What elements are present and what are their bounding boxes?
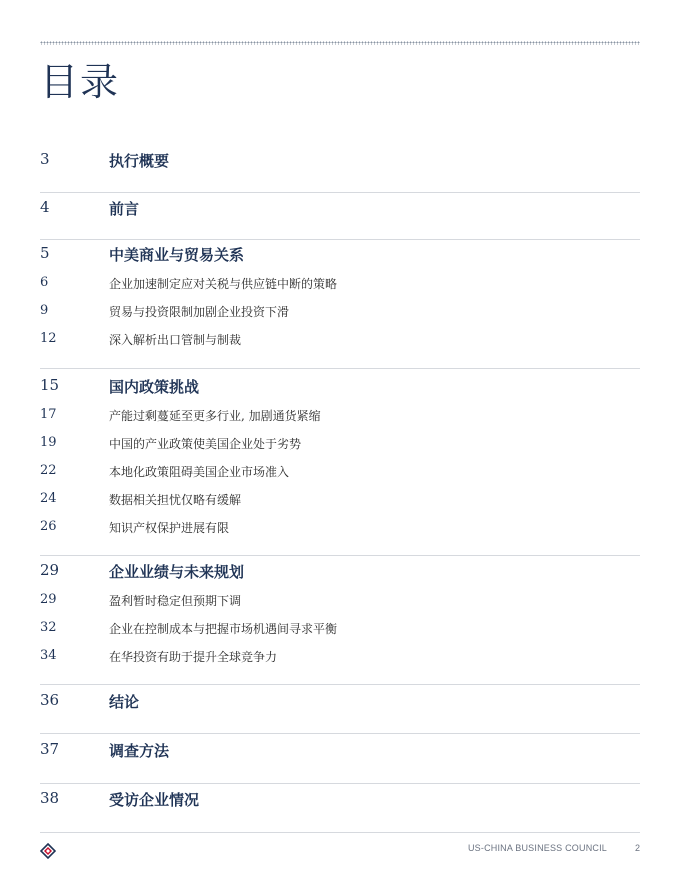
divider — [40, 555, 640, 556]
divider — [40, 733, 640, 734]
footer-page-number: 2 — [634, 843, 640, 853]
toc-page-number: 37 — [40, 740, 60, 758]
toc-page-number: 5 — [40, 244, 50, 262]
toc-page-number: 17 — [40, 407, 57, 422]
toc-subitem-label: 企业在控制成本与把握市场机遇间寻求平衡 — [109, 622, 338, 636]
divider — [40, 239, 640, 240]
toc-section-label: 前言 — [109, 200, 140, 218]
toc-page-number: 4 — [40, 198, 50, 216]
divider — [40, 684, 640, 685]
toc-subitem-label: 贸易与投资限制加剧企业投资下滑 — [109, 305, 290, 319]
toc-page-number: 24 — [40, 491, 57, 506]
toc-section-label: 中美商业与贸易关系 — [109, 246, 245, 264]
toc-subitem-label: 中国的产业政策使美国企业处于劣势 — [109, 437, 302, 451]
toc-section-label: 企业业绩与未来规划 — [109, 563, 245, 581]
page-title: 目录 — [40, 60, 121, 104]
toc-page-number: 19 — [40, 435, 57, 450]
toc-page-number: 9 — [40, 303, 49, 318]
dotted-top-rule — [40, 41, 640, 45]
toc-page-number: 12 — [40, 331, 57, 346]
toc-section-label: 受访企业情况 — [109, 791, 200, 809]
toc-page-number: 34 — [40, 648, 57, 663]
toc-page-number: 29 — [40, 592, 57, 607]
toc-subitem-label: 深入解析出口管制与制裁 — [109, 333, 242, 347]
divider — [40, 192, 640, 193]
toc-page-number: 15 — [40, 376, 60, 394]
toc-subitem-label: 本地化政策阻碍美国企业市场准入 — [109, 465, 290, 479]
toc-page-number: 38 — [40, 789, 60, 807]
toc-subitem-label: 数据相关担忧仅略有缓解 — [109, 493, 242, 507]
toc-section-label: 执行概要 — [109, 152, 170, 170]
toc-subitem-label: 盈利暂时稳定但预期下调 — [109, 594, 242, 608]
toc-page-number: 6 — [40, 275, 49, 290]
toc-subitem-label: 在华投资有助于提升全球竞争力 — [109, 650, 278, 664]
toc-page-number: 22 — [40, 463, 57, 478]
toc-page-number: 26 — [40, 519, 57, 534]
toc-page-number: 32 — [40, 620, 57, 635]
toc-section-label: 国内政策挑战 — [109, 378, 200, 396]
toc-section-label: 结论 — [109, 693, 140, 711]
toc-page-number: 36 — [40, 691, 60, 709]
toc-subitem-label: 知识产权保护进展有限 — [109, 521, 230, 535]
toc-subitem-label: 产能过剩蔓延至更多行业, 加剧通货紧缩 — [109, 409, 321, 423]
footer-divider — [40, 832, 640, 833]
toc-subitem-label: 企业加速制定应对关税与供应链中断的策略 — [109, 277, 338, 291]
footer-organization: US-CHINA BUSINESS COUNCIL — [467, 843, 607, 853]
uscbc-logo-icon — [40, 843, 56, 859]
toc-section-label: 调查方法 — [109, 742, 170, 760]
toc-page-number: 29 — [40, 561, 60, 579]
divider — [40, 368, 640, 369]
divider — [40, 783, 640, 784]
toc-page-number: 3 — [40, 150, 50, 168]
